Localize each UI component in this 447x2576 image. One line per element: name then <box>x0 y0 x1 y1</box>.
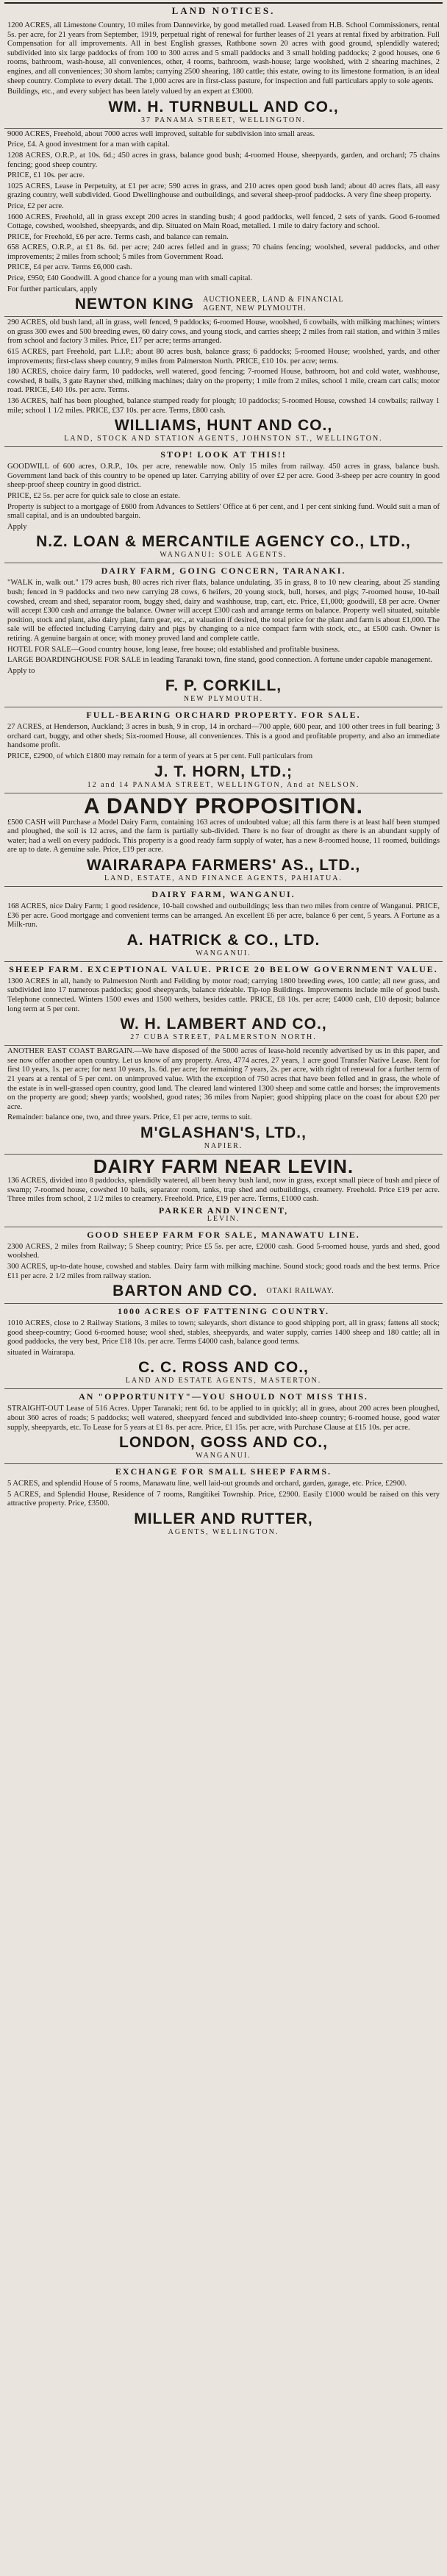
agent-name: N.Z. LOAN & MERCANTILE AGENCY CO., LTD., <box>36 533 411 551</box>
agent-signature <box>7 1510 440 1537</box>
agent-signature <box>7 1016 440 1042</box>
agent-signature <box>7 677 440 704</box>
ad-title: FULL-BEARING ORCHARD PROPERTY. FOR SALE. <box>86 710 361 721</box>
agent-address: WANGANUI. <box>196 1452 251 1460</box>
ad-paragraph: HOTEL FOR SALE—Good country house, long lease, free house; old established and profitable business. <box>7 645 340 654</box>
ad-paragraph: Buildings, etc., and every subject has been lately valued by an expert at £3000. <box>7 88 254 96</box>
agent-signature <box>7 417 440 443</box>
newspaper-column <box>4 0 443 1540</box>
agent-name: WILLIAMS, HUNT AND CO., <box>114 417 333 435</box>
advertisement-corkill <box>4 563 443 707</box>
ad-paragraph: Price, £4. A good investment for a man with capital. <box>7 140 170 149</box>
agent-address: 27 CUBA STREET, PALMERSTON NORTH. <box>130 1033 317 1042</box>
ad-paragraph: PRICE, £4 per acre. Terms £6,000 cash. <box>7 263 132 272</box>
advertisement-ross <box>4 1304 443 1389</box>
agent-name: WAIRARAPA FARMERS' AS., LTD., <box>86 857 361 874</box>
agent-name: W. H. LAMBERT AND CO., <box>120 1016 327 1033</box>
ad-title: GOOD SHEEP FARM FOR SALE, MANAWATU LINE. <box>87 1229 360 1240</box>
ad-paragraph: PRICE, £2 5s. per acre for quick sale to close an estate. <box>7 491 180 500</box>
ad-paragraph: Apply <box>7 522 27 531</box>
agent-address: LAND AND ESTATE AGENTS, MASTERTON. <box>125 1377 322 1385</box>
ad-paragraph: 658 ACRES, O.R.P., at £1 8s. 6d. per acre; 240 acres felled and in grass; 70 chains fencing; woolshed, several paddocks, and other improvements; 2 miles from school; 5 miles from Government Road. <box>7 243 440 261</box>
ad-paragraph: 1025 ACRES, Lease in Perpetuity, at £1 per acre; 590 acres in grass, and 210 acres open good bush land; about 40 acres flats, all easy grazing country, well subdivided. Good Dwellinghouse and outbuildings, and several sheep-proof paddocks. A very fine sheep property. <box>7 182 440 200</box>
agent-address: LAND, STOCK AND STATION AGENTS, JOHNSTON ST., WELLINGTON. <box>64 435 383 443</box>
advertisement-london-goss <box>4 1389 443 1464</box>
ad-paragraph: ANOTHER EAST COAST BARGAIN.—We have disposed of the 5000 acres of lease-hold recently advertised by us in this paper, and see now offer another open country. Let us know of any property. Area, 4774 acres, 27 years, 1 acre good Transfer Native Lease. Rent for first 10 years, 1s. per acre; for next 10 years, 1s. 6d. per acre; for remaining 7 years, 2s. per acre, with right of renewal for a further term of 21 years at a rental of 5 per cent. on unimproved value. With the exception of 750 acres that have been felled and in grass, the whole of the estate is in well-grassed open country, good land. The cleared land wintered 1300 sheep and some cattle and horses; the improvements on the property are good; sheep yards; woolshed, good rates; 36 miles from Napier; good shipping place on the coast for about £20 per acre. <box>7 1047 440 1111</box>
agent-address: AUCTIONEER, LAND & FINANCIAL AGENT, NEW PLYMOUTH. <box>203 296 344 313</box>
ad-paragraph: 5 ACRES, and splendid House of 5 rooms, Manawatu line, well laid-out grounds and orchard, garden, garage, etc. Price, £2900. <box>7 1480 407 1488</box>
ad-paragraph: situated in Wairarapa. <box>7 1348 76 1357</box>
agent-name: MILLER AND RUTTER, <box>134 1510 313 1528</box>
ad-paragraph: 9000 ACRES, Freehold, about 7000 acres well improved, suitable for subdivision into small areas. <box>7 129 315 138</box>
ad-paragraph: For further particulars, apply <box>7 285 98 293</box>
agent-signature <box>7 857 440 883</box>
agent-name: PARKER AND VINCENT, <box>158 1205 289 1216</box>
advertisement-wairarapa <box>4 793 443 887</box>
agent-signature <box>7 1124 440 1151</box>
advertisement-horn <box>4 707 443 793</box>
agent-address: 12 and 14 PANAMA STREET, WELLINGTON, And at NELSON. <box>87 780 360 789</box>
agent-signature <box>7 1282 440 1300</box>
section-heading: LAND NOTICES. <box>171 5 276 16</box>
agent-name: BARTON AND CO. <box>112 1282 258 1300</box>
agent-name: WM. H. TURNBULL AND CO., <box>108 98 339 115</box>
ad-paragraph: 1600 ACRES, Freehold, all in grass except 200 acres in standing bush; 4 good paddocks, well fenced, 2 sets of yards. Good 6-roomed Cottage, cowshed, woolshed, sheepyards, and dip. Situated on Main Road, metalled. 1 mile to dairy factory and school. <box>7 213 440 231</box>
ad-paragraph: 300 ACRES, up-to-date house, cowshed and stables. Dairy farm with milking machine. Sound stock; good roads and the best terms. Price £11 per acre. 2 1/2 miles from railway station. <box>7 1262 440 1280</box>
ad-title: AN "OPPORTUNITY"—YOU SHOULD NOT MISS THIS. <box>79 1391 368 1402</box>
ad-paragraph: PRICE, £2900, of which £1800 may remain for a term of years at 5 per cent. Full particulars from <box>7 752 313 761</box>
advertisement-nz-loan <box>4 447 443 563</box>
ad-paragraph: PRICE, £1 10s. per acre. <box>7 171 85 180</box>
ad-title: 1000 ACRES OF FATTENING COUNTRY. <box>118 1306 329 1317</box>
ad-paragraph: Apply to <box>7 666 35 675</box>
agent-name: M'GLASHAN'S, LTD., <box>140 1124 307 1141</box>
agent-address: NEW PLYMOUTH. <box>183 695 264 704</box>
ad-paragraph: PRICE, for Freehold, £6 per acre. Terms cash, and balance can remain. <box>7 232 229 241</box>
agent-name: F. P. CORKILL, <box>165 677 282 695</box>
ad-headline: A DANDY PROPOSITION. <box>83 793 364 818</box>
ad-paragraph: 136 ACRES, half has been ploughed, balance stumped ready for plough; 10 paddocks; 5-roomed House, cowshed 14 cowbails; railway 1 mile; school 1 1/2 miles. PRICE, £37 10s. per acre. Terms, £800 cash. <box>7 397 440 415</box>
ad-paragraph: 180 ACRES, choice dairy farm, 10 paddocks, well watered, good fencing; 7-roomed House, bathroom, hot and cold water, washhouse, cowshed, 8 bails, 3 gate Rayner shed, milking machines; dairy on the property; 1 mile from 2 miles, school 1 mile, cream cart calls; motor road. PRICE, £40 10s. per acre. Terms. <box>7 368 440 395</box>
agent-signature <box>7 296 440 313</box>
agent-signature <box>7 763 440 790</box>
ad-paragraph: 136 ACRES, divided into 8 paddocks, splendidly watered, all been heavy bush land, now in grass, except small piece of bush and piece of swamp; 7-roomed house, cowshed 10 bails, separator room, tanks, trap shed and outbuildings, creamery. Freehold. Price £19 per acre. Three miles from school, 2 1/2 miles to creamery. Freehold. Price, £19 per acre. Terms, £1000 cash. <box>7 1176 440 1204</box>
ad-paragraph: 1300 ACRES in all, handy to Palmerston North and Feilding by motor road; carrying 1800 breeding ewes, 100 cattle; all new grass, and subdivided into 17 numerous paddocks; good sheepyards, balance rideable. Tip-top Buildings. Improvements include mile of good bush. Telephone connected. Winters 1500 ewes and 1500 wethers, besides cattle. PRICE, £8 10s. per acre; £4000 cash, £10 deposit; balance long term at 5 per cent. <box>7 977 440 1013</box>
ad-paragraph: "WALK in, walk out." 179 acres bush, 80 acres rich river flats, balance undulating, 35 in grass, 8 to 10 new clearing, about 25 standing bush; fenced in 9 paddocks and two new carrying 28 cows, 6 heifers, 20 young stock, bull, horses, and pigs; 7-roomed house, 10-bail cowshed, cream and shed, separator room, buggy shed, dairy and washhouse, trap, cart, etc. Price, £1,000; goodwill, £8 per acre. Owner will accept £300 cash and arrange the balance. Owner will accept £300 cash and arrange terms on balance. Property well situated, suitable position, stock and plant, also dairy plant, farm gear, etc., at valuation if desired, the total price for the plant and farm is about £1,000. The sale will be effected including Carrying dairy and pigs by changing to a nice compact farm with stock, etc., at £500 cash. Owner is retiring. A genuine bargain at once; with money proved land and complete cattle. <box>7 579 440 643</box>
advertisement-newton-king <box>4 129 443 318</box>
agent-signature <box>7 1359 440 1385</box>
advertisement-mglashans <box>4 1046 443 1155</box>
top-rule <box>4 2 443 4</box>
agent-address: 37 PANAMA STREET, WELLINGTON. <box>140 115 307 124</box>
agent-signature <box>7 533 440 560</box>
ad-paragraph: STRAIGHT-OUT Lease of 516 Acres. Upper Taranaki; rent 6d. to be applied to in quickly; all in grass, about 200 acres been ploughed, about 360 acres of roads; 5 paddocks; well watered, sheepyard fenced and subdivided into-sheep country; 6-roomed house, good water supply, sheepyards, etc. To Lease for 5 years at £1 8s. per acre. Price, £1 15s. per acre, with Purchase Clause at £15 10s. per acre. <box>7 1405 440 1432</box>
ad-paragraph: 2300 ACRES, 2 miles from Railway; 5 Sheep country; Price £5 5s. per acre, £2000 cash. Good 5-roomed house, yards and shed, good woolshed. <box>7 1242 440 1260</box>
advertisement-hatrick <box>4 887 443 962</box>
agent-address: OTAKI RAILWAY. <box>266 1287 335 1296</box>
ad-title: SHEEP FARM. EXCEPTIONAL VALUE. PRICE 20 BELOW GOVERNMENT VALUE. <box>9 963 438 974</box>
agent-name: LONDON, GOSS AND CO., <box>119 1434 328 1452</box>
ad-paragraph: 615 ACRES, part Freehold, part L.I.P.; about 80 acres bush, balance grass; 6 paddocks; 5-roomed House; woolshed, yards, and other improvements; first-class sheep country, 9 miles from Palmerston North. PRICE, £10 10s. per acre; terms. <box>7 348 440 365</box>
advertisement-lambert <box>4 962 443 1046</box>
agent-name: C. C. ROSS AND CO., <box>138 1359 309 1377</box>
advertisement-parker-vincent <box>4 1155 443 1227</box>
advertisement-barton <box>4 1227 443 1304</box>
ad-headline: DAIRY FARM NEAR LEVIN. <box>93 1155 354 1177</box>
ad-paragraph: 1010 ACRES, close to 2 Railway Stations, 3 miles to town; saleyards, short distance to good shipping port, all in grass; fattens all stock; good sheep-country; Good 6-roomed house; wool shed, stables, sheepyards, and water supply, carries 1400 sheep and 180 cattle; all in good paddocks, the very best, Price £18 10s. per acre. Terms £4000 cash, balance good terms. <box>7 1319 440 1346</box>
ad-title: EXCHANGE FOR SMALL SHEEP FARMS. <box>115 1466 332 1477</box>
ad-paragraph: 168 ACRES, nice Dairy Farm; 1 good residence, 10-bail cowshed and outbuildings; less than two miles from centre of Wanganui. PRICE, £36 per acre. Good mortgage and convenient terms can be arranged. An excellent £6 per acre, balance 6 per cent, 5 years. A Fortune as a Milk-run. <box>7 902 440 930</box>
ad-paragraph: LARGE BOARDINGHOUSE FOR SALE in leading Taranaki town, fine stand, good connection. A fortune under capable management. <box>7 656 433 665</box>
ad-paragraph: GOODWILL of 600 acres, O.R.P., 10s. per acre, renewable now. Only 15 miles from railway. 450 acres in grass, balance bush. Government land back of this country to be opened up later. Carrying ability of over £2 per acre. Good 3-sheep per acre country in good sheep-proof sheep country in good district. <box>7 463 440 490</box>
ad-paragraph: 1208 ACRES, O.R.P., at 10s. 6d.; 450 acres in grass, balance good bush; 4-roomed House, sheepyards, garden, and orchard; 75 chains fencing; good sheep country. <box>7 151 440 169</box>
agent-address: NAPIER. <box>204 1141 243 1150</box>
ad-title: DAIRY FARM, WANGANUI. <box>151 889 296 900</box>
advertisement-turnbull <box>4 20 443 129</box>
agent-signature <box>7 99 440 125</box>
ad-paragraph: Remainder: balance one, two, and three years. Price, £1 per acre, terms to suit. <box>7 1113 252 1122</box>
agent-address: LAND, ESTATE, AND FINANCE AGENTS, PAHIATUA. <box>104 874 343 883</box>
agent-address: AGENTS, WELLINGTON. <box>168 1528 279 1537</box>
advertisement-williams-hunt <box>4 317 443 447</box>
ad-title: STOP! LOOK AT THIS!! <box>160 449 287 460</box>
agent-address: LEVIN. <box>207 1214 240 1223</box>
ad-title: DAIRY FARM, GOING CONCERN, TARANAKI. <box>101 565 346 577</box>
ad-paragraph: 27 ACRES, at Henderson, Auckland; 3 acres in bush, 9 in crop, 14 in orchard—700 apple, 600 pear, and 100 other trees in full bearing; 3 orchard cart, buggy, and other sheds; Six-roomed House, all conveniences. This is a good and profitable property, and also an immediate handsome profit. <box>7 723 440 750</box>
ad-paragraph: 5 ACRES, and Splendid House, Residence of 7 rooms, Rangitikei Township. Price, £2900. Easily £1000 would be raised on this very attractive property. Price, £3500. <box>7 1490 440 1508</box>
ad-paragraph: 1200 ACRES, all Limestone Country, 10 miles from Dannevirke, by good metalled road. Leased from H.B. School Commissioners, rental 5s. per acre, for 21 years from September, 1919, perpetual right of renewal for further leases of 21 years at rental fixed by arbitration. Full Compensation for all improvements. All in best English grasses, Rathbone sown 20 acres with good ground, splendidly watered; subdivided into six large paddocks of from 100 to 300 acres and 5 small paddocks and 3 small holding paddocks; 2 good houses, one 6 rooms, bathroom, wash-house, all conveniences, other, 4 rooms, bathroom, wash-house; large woolshed, with 2 shearing machines, 2 engines, and all conveniences; 30 shorn lambs; carrying 2500 shearing, 180 cattle; this estate, owing to its limestone formation, is an ideal sheep country. Complete to every detail. The 1,000 acres are in first-class pasture, for inspection and full particulars apply to sole agents. <box>7 21 440 85</box>
agent-address: WANGANUI: SOLE AGENTS. <box>160 551 287 560</box>
advertisement-miller-rutter <box>4 1464 443 1540</box>
agent-name: NEWTON KING <box>74 296 195 313</box>
ad-paragraph: £500 CASH will Purchase a Model Dairy Farm, containing 163 acres of undoubted value; all this farm there is at least half been stumped and ploughed, the soil is 12 acres, and the farm is partially sub-divided. There is no fear of drought as there is an abundant supply of water; had a well on every paddock. This property is a good ready farm supply of water, has a new 8-roomed house, 11 roomed, buildings are up to date. A genuine sale. Price, £19 per acre. <box>7 818 440 854</box>
ad-paragraph: Price, £950; £40 Goodwill. A good chance for a young man with small capital. <box>7 274 253 283</box>
ad-paragraph: Price, £2 per acre. <box>7 201 64 210</box>
ad-paragraph: 290 ACRES, old bush land, all in grass, well fenced, 9 paddocks; 6-roomed House, woolshed, 6 cowbails, with milking machines; winters on grass 300 ewes and 500 breeding ewes, 60 dairy cows, and young stock, and carries sheep; 2 miles from rail station, and within 3 miles from school and factory 3 miles. Price, £17 per acre; terms arranged. <box>7 318 440 346</box>
agent-name: J. T. HORN, LTD.; <box>154 763 293 780</box>
ad-paragraph: Property is subject to a mortgage of £600 from Advances to Settlers' Office at 6 per cent, and 1 per cent sinking fund. Would suit a man of small capital, and is an undoubted bargain. <box>7 502 440 521</box>
agent-signature <box>7 1206 440 1224</box>
agent-name: A. HATRICK & CO., LTD. <box>126 931 321 949</box>
agent-signature <box>7 932 440 958</box>
agent-signature <box>7 1434 440 1460</box>
agent-address: WANGANUI. <box>196 949 251 957</box>
